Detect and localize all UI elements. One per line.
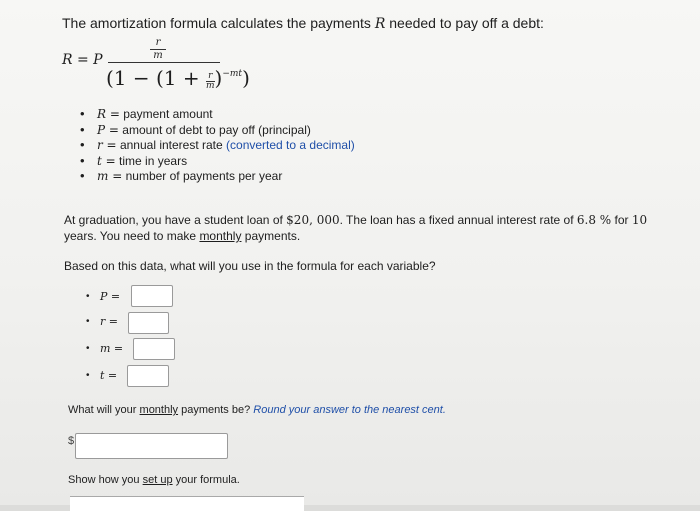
answer-row-r: • r =	[86, 315, 118, 328]
formula-numerator: r m	[150, 38, 166, 61]
variables-question: Based on this data, what will you use in the formula for each variable?	[64, 259, 436, 273]
answer-row-m: • m =	[86, 342, 124, 355]
problem-statement: At graduation, you have a student loan of $20, 000. The loan has a fixed annual interest rate of 6.8 % for 10 years. You need to make monthly payments.	[64, 213, 648, 243]
variable-item-t: • t = time in years	[80, 153, 355, 169]
answer-row-t: • t =	[86, 369, 118, 382]
monthly-payment-input[interactable]	[75, 433, 228, 459]
variable-item-r: • r = annual interest rate (converted to a decimal)	[80, 137, 355, 153]
setup-prompt: Show how you set up your formula.	[68, 474, 240, 486]
answer-input-m[interactable]	[133, 338, 175, 360]
formula-lhs: R = P	[62, 52, 103, 68]
formula-fraction-bar	[108, 62, 220, 63]
answer-input-P[interactable]	[131, 285, 173, 307]
payment-question: What will your monthly payments be? Round your answer to the nearest cent.	[68, 404, 446, 416]
variable-item-P: • P = amount of debt to pay off (principal)	[80, 122, 355, 138]
formula-editor-box[interactable]	[70, 496, 304, 511]
currency-symbol: $	[68, 435, 75, 447]
variable-item-R: • R = payment amount	[80, 106, 355, 122]
intro-text: The amortization formula calculates the payments R needed to pay off a debt:	[62, 15, 544, 32]
answer-input-r[interactable]	[128, 312, 169, 334]
answer-input-t[interactable]	[127, 365, 169, 387]
answer-row-P: • P =	[86, 290, 121, 303]
variable-list	[80, 106, 355, 184]
formula-denominator: $(1 - (1 + \frac{r}{m})^{-mt})$	[106, 66, 250, 91]
variable-item-m: • m = number of payments per year	[80, 168, 355, 184]
